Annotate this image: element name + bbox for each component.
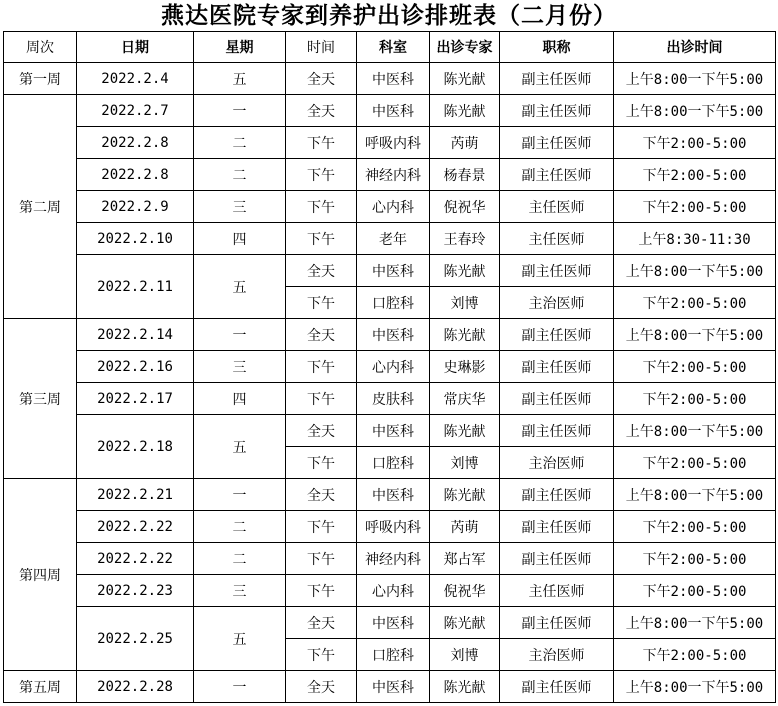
hours-cell: 上午8:00一下午5:00	[614, 607, 776, 639]
period-cell: 全天	[286, 671, 357, 703]
rank-cell: 副主任医师	[500, 351, 614, 383]
doctor-cell: 陈光献	[430, 95, 500, 127]
table-row	[4, 543, 776, 575]
hours-cell: 上午8:00一下午5:00	[614, 255, 776, 287]
doctor-cell: 王春玲	[430, 223, 500, 255]
weekday-cell: 一	[194, 95, 286, 127]
header-rank: 职称	[500, 32, 614, 63]
doctor-cell: 陈光献	[430, 479, 500, 511]
rank-cell: 副主任医师	[500, 415, 614, 447]
doctor-cell: 陈光献	[430, 671, 500, 703]
rank-cell: 副主任医师	[500, 159, 614, 191]
table-row	[4, 351, 776, 383]
table-row	[4, 575, 776, 607]
doctor-cell: 刘博	[430, 447, 500, 479]
hours-cell: 上午8:00一下午5:00	[614, 319, 776, 351]
hours-cell: 下午2:00-5:00	[614, 511, 776, 543]
dept-cell: 中医科	[357, 319, 430, 351]
hours-cell: 上午8:30-11:30	[614, 223, 776, 255]
period-cell: 全天	[286, 255, 357, 287]
hours-cell: 下午2:00-5:00	[614, 639, 776, 671]
dept-cell: 中医科	[357, 479, 430, 511]
date-cell: 2022.2.22	[77, 511, 194, 543]
page-title: 燕达医院专家到养护出诊排班表（二月份）	[161, 2, 617, 29]
period-cell: 下午	[286, 639, 357, 671]
dept-cell: 神经内科	[357, 159, 430, 191]
period-cell: 全天	[286, 319, 357, 351]
hours-cell: 下午2:00-5:00	[614, 543, 776, 575]
date-cell: 2022.2.16	[77, 351, 194, 383]
period-cell: 下午	[286, 351, 357, 383]
weekday-cell: 一	[194, 319, 286, 351]
table-row	[4, 511, 776, 543]
doctor-cell: 芮萌	[430, 127, 500, 159]
period-cell: 下午	[286, 191, 357, 223]
table-row	[4, 607, 776, 639]
week-cell: 第三周	[4, 319, 77, 479]
doctor-cell: 倪祝华	[430, 575, 500, 607]
date-cell: 2022.2.21	[77, 479, 194, 511]
weekday-cell: 二	[194, 511, 286, 543]
rank-cell: 副主任医师	[500, 607, 614, 639]
date-cell: 2022.2.4	[77, 63, 194, 95]
weekday-cell: 一	[194, 479, 286, 511]
doctor-cell: 陈光献	[430, 607, 500, 639]
table-row	[4, 671, 776, 703]
dept-cell: 心内科	[357, 575, 430, 607]
dept-cell: 心内科	[357, 351, 430, 383]
week-cell: 第五周	[4, 671, 77, 703]
rank-cell: 主任医师	[500, 223, 614, 255]
doctor-cell: 史琳影	[430, 351, 500, 383]
rank-cell: 主治医师	[500, 287, 614, 319]
date-cell: 2022.2.10	[77, 223, 194, 255]
date-cell: 2022.2.8	[77, 127, 194, 159]
date-cell: 2022.2.8	[77, 159, 194, 191]
dept-cell: 心内科	[357, 191, 430, 223]
week-cell: 第四周	[4, 479, 77, 671]
hours-cell: 上午8:00一下午5:00	[614, 63, 776, 95]
header-week: 周次	[4, 32, 77, 63]
period-cell: 全天	[286, 95, 357, 127]
weekday-cell: 二	[194, 127, 286, 159]
hours-cell: 下午2:00-5:00	[614, 159, 776, 191]
dept-cell: 口腔科	[357, 639, 430, 671]
weekday-cell: 五	[194, 607, 286, 671]
week-cell: 第一周	[4, 63, 77, 95]
date-cell: 2022.2.14	[77, 319, 194, 351]
dept-cell: 中医科	[357, 671, 430, 703]
weekday-cell: 一	[194, 671, 286, 703]
header-date: 日期	[77, 32, 194, 63]
header-period: 时间	[286, 32, 357, 63]
header-weekday: 星期	[194, 32, 286, 63]
hours-cell: 下午2:00-5:00	[614, 447, 776, 479]
doctor-cell: 郑占军	[430, 543, 500, 575]
dept-cell: 呼吸内科	[357, 511, 430, 543]
dept-cell: 口腔科	[357, 447, 430, 479]
weekday-cell: 五	[194, 63, 286, 95]
date-cell: 2022.2.28	[77, 671, 194, 703]
weekday-cell: 三	[194, 351, 286, 383]
doctor-cell: 倪祝华	[430, 191, 500, 223]
date-cell: 2022.2.23	[77, 575, 194, 607]
header-row	[4, 32, 776, 63]
date-cell: 2022.2.17	[77, 383, 194, 415]
table-row	[4, 383, 776, 415]
period-cell: 下午	[286, 127, 357, 159]
dept-cell: 中医科	[357, 255, 430, 287]
hours-cell: 下午2:00-5:00	[614, 383, 776, 415]
weekday-cell: 五	[194, 255, 286, 319]
doctor-cell: 芮萌	[430, 511, 500, 543]
doctor-cell: 刘博	[430, 639, 500, 671]
period-cell: 全天	[286, 607, 357, 639]
period-cell: 全天	[286, 415, 357, 447]
table-row	[4, 63, 776, 95]
period-cell: 下午	[286, 575, 357, 607]
table-row	[4, 415, 776, 447]
dept-cell: 中医科	[357, 63, 430, 95]
rank-cell: 副主任医师	[500, 63, 614, 95]
week-cell: 第二周	[4, 95, 77, 319]
doctor-cell: 杨春景	[430, 159, 500, 191]
doctor-cell: 常庆华	[430, 383, 500, 415]
dept-cell: 老年	[357, 223, 430, 255]
table-row	[4, 127, 776, 159]
rank-cell: 副主任医师	[500, 319, 614, 351]
hours-cell: 下午2:00-5:00	[614, 575, 776, 607]
table-row	[4, 319, 776, 351]
schedule-table	[3, 31, 776, 703]
date-cell: 2022.2.22	[77, 543, 194, 575]
doctor-cell: 陈光献	[430, 63, 500, 95]
period-cell: 全天	[286, 63, 357, 95]
period-cell: 下午	[286, 543, 357, 575]
dept-cell: 皮肤科	[357, 383, 430, 415]
dept-cell: 中医科	[357, 415, 430, 447]
hours-cell: 下午2:00-5:00	[614, 287, 776, 319]
header-dept: 科室	[357, 32, 430, 63]
weekday-cell: 二	[194, 543, 286, 575]
period-cell: 下午	[286, 383, 357, 415]
rank-cell: 副主任医师	[500, 511, 614, 543]
hours-cell: 上午8:00一下午5:00	[614, 671, 776, 703]
dept-cell: 中医科	[357, 607, 430, 639]
table-row	[4, 159, 776, 191]
period-cell: 下午	[286, 287, 357, 319]
dept-cell: 神经内科	[357, 543, 430, 575]
rank-cell: 主任医师	[500, 191, 614, 223]
date-cell: 2022.2.9	[77, 191, 194, 223]
dept-cell: 口腔科	[357, 287, 430, 319]
hours-cell: 下午2:00-5:00	[614, 127, 776, 159]
period-cell: 全天	[286, 479, 357, 511]
period-cell: 下午	[286, 511, 357, 543]
rank-cell: 主任医师	[500, 575, 614, 607]
rank-cell: 副主任医师	[500, 543, 614, 575]
period-cell: 下午	[286, 223, 357, 255]
doctor-cell: 陈光献	[430, 319, 500, 351]
table-row	[4, 255, 776, 287]
rank-cell: 副主任医师	[500, 671, 614, 703]
date-cell: 2022.2.11	[77, 255, 194, 319]
period-cell: 下午	[286, 447, 357, 479]
rank-cell: 副主任医师	[500, 479, 614, 511]
rank-cell: 副主任医师	[500, 127, 614, 159]
dept-cell: 中医科	[357, 95, 430, 127]
doctor-cell: 陈光献	[430, 415, 500, 447]
doctor-cell: 刘博	[430, 287, 500, 319]
header-hours: 出诊时间	[614, 32, 776, 63]
header-doctor: 出诊专家	[430, 32, 500, 63]
period-cell: 下午	[286, 159, 357, 191]
rank-cell: 主治医师	[500, 447, 614, 479]
dept-cell: 呼吸内科	[357, 127, 430, 159]
rank-cell: 副主任医师	[500, 95, 614, 127]
date-cell: 2022.2.18	[77, 415, 194, 479]
doctor-cell: 陈光献	[430, 255, 500, 287]
rank-cell: 副主任医师	[500, 383, 614, 415]
hours-cell: 上午8:00一下午5:00	[614, 415, 776, 447]
table-row	[4, 479, 776, 511]
hours-cell: 上午8:00一下午5:00	[614, 95, 776, 127]
hours-cell: 上午8:00一下午5:00	[614, 479, 776, 511]
rank-cell: 主治医师	[500, 639, 614, 671]
hours-cell: 下午2:00-5:00	[614, 351, 776, 383]
weekday-cell: 三	[194, 191, 286, 223]
date-cell: 2022.2.25	[77, 607, 194, 671]
rank-cell: 副主任医师	[500, 255, 614, 287]
hours-cell: 下午2:00-5:00	[614, 191, 776, 223]
weekday-cell: 五	[194, 415, 286, 479]
weekday-cell: 四	[194, 223, 286, 255]
date-cell: 2022.2.7	[77, 95, 194, 127]
table-row	[4, 223, 776, 255]
weekday-cell: 二	[194, 159, 286, 191]
table-row	[4, 191, 776, 223]
weekday-cell: 三	[194, 575, 286, 607]
weekday-cell: 四	[194, 383, 286, 415]
table-row	[4, 95, 776, 127]
